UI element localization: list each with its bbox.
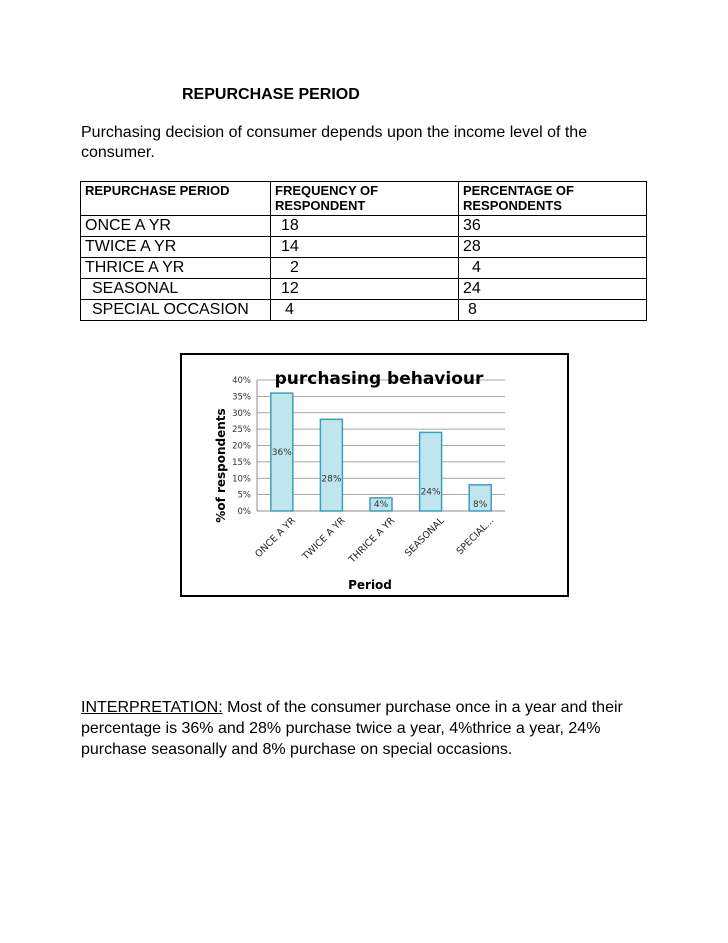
chart-title: purchasing behaviour (274, 369, 484, 389)
percentage-cell: 28 (459, 237, 647, 258)
x-tick-label: ONCE A YR (253, 515, 298, 561)
frequency-cell: 2 (271, 258, 459, 279)
x-tick-label: SPECIAL... (454, 515, 497, 558)
table-header-row (81, 182, 647, 216)
x-axis-title: Period (348, 578, 392, 592)
table-row (81, 279, 647, 300)
chart-frame (180, 353, 569, 597)
interpretation-paragraph (81, 697, 651, 760)
bar-data-label: 24% (420, 487, 441, 498)
percentage-cell: 24 (459, 279, 647, 300)
x-tick-label: TWICE A YR (300, 515, 348, 563)
y-axis-title: %of respondents (214, 408, 228, 523)
table-row (81, 258, 647, 279)
percentage-cell: 4 (459, 258, 647, 279)
period-cell: TWICE A YR (81, 237, 271, 258)
bar-data-label: 36% (271, 448, 292, 459)
column-header: REPURCHASE PERIOD (81, 182, 271, 216)
y-tick-label: 30% (232, 408, 251, 419)
intro-paragraph: Purchasing decision of consumer depends upon the income level of the consumer. (81, 124, 588, 161)
x-tick-label: SEASONAL (402, 515, 447, 560)
y-tick-label: 35% (232, 392, 251, 403)
y-tick-label: 5% (237, 490, 251, 501)
interpretation-text: Most of the consumer purchase once in a year and their percentage is 36% and 28% purchase twice a year, 4%thrice a year, 24% purchase seasonally and 8% purchase on special occasions. (81, 699, 623, 758)
x-tick-label: THRICE A YR (346, 515, 398, 566)
percentage-cell: 8 (459, 300, 647, 321)
bar-data-label: 4% (373, 500, 389, 510)
repurchase-table (80, 181, 647, 321)
period-cell: SPECIAL OCCASION (81, 300, 271, 321)
frequency-cell: 14 (271, 237, 459, 258)
frequency-cell: 12 (271, 279, 459, 300)
y-tick-label: 0% (237, 507, 251, 517)
bar (320, 419, 342, 511)
table-row (81, 216, 647, 237)
table-row (81, 237, 647, 258)
table-row (81, 300, 647, 321)
bar-chart (182, 355, 567, 595)
interpretation-label: INTERPRETATION: (81, 699, 223, 716)
y-tick-label: 40% (232, 376, 251, 386)
bar-data-label: 28% (321, 474, 342, 485)
period-cell: ONCE A YR (81, 216, 271, 237)
bar (420, 432, 442, 511)
y-tick-label: 10% (232, 474, 251, 485)
y-tick-label: 25% (232, 425, 251, 436)
percentage-cell: 36 (459, 216, 647, 237)
period-cell: THRICE A YR (81, 258, 271, 279)
column-header: PERCENTAGE OF RESPONDENTS (459, 182, 647, 216)
y-tick-label: 15% (232, 457, 251, 468)
bar-data-label: 8% (473, 500, 488, 510)
column-header: FREQUENCY OF RESPONDENT (271, 182, 459, 216)
y-tick-label: 20% (232, 441, 251, 452)
frequency-cell: 18 (271, 216, 459, 237)
page-title: REPURCHASE PERIOD (182, 86, 360, 103)
period-cell: SEASONAL (81, 279, 271, 300)
frequency-cell: 4 (271, 300, 459, 321)
